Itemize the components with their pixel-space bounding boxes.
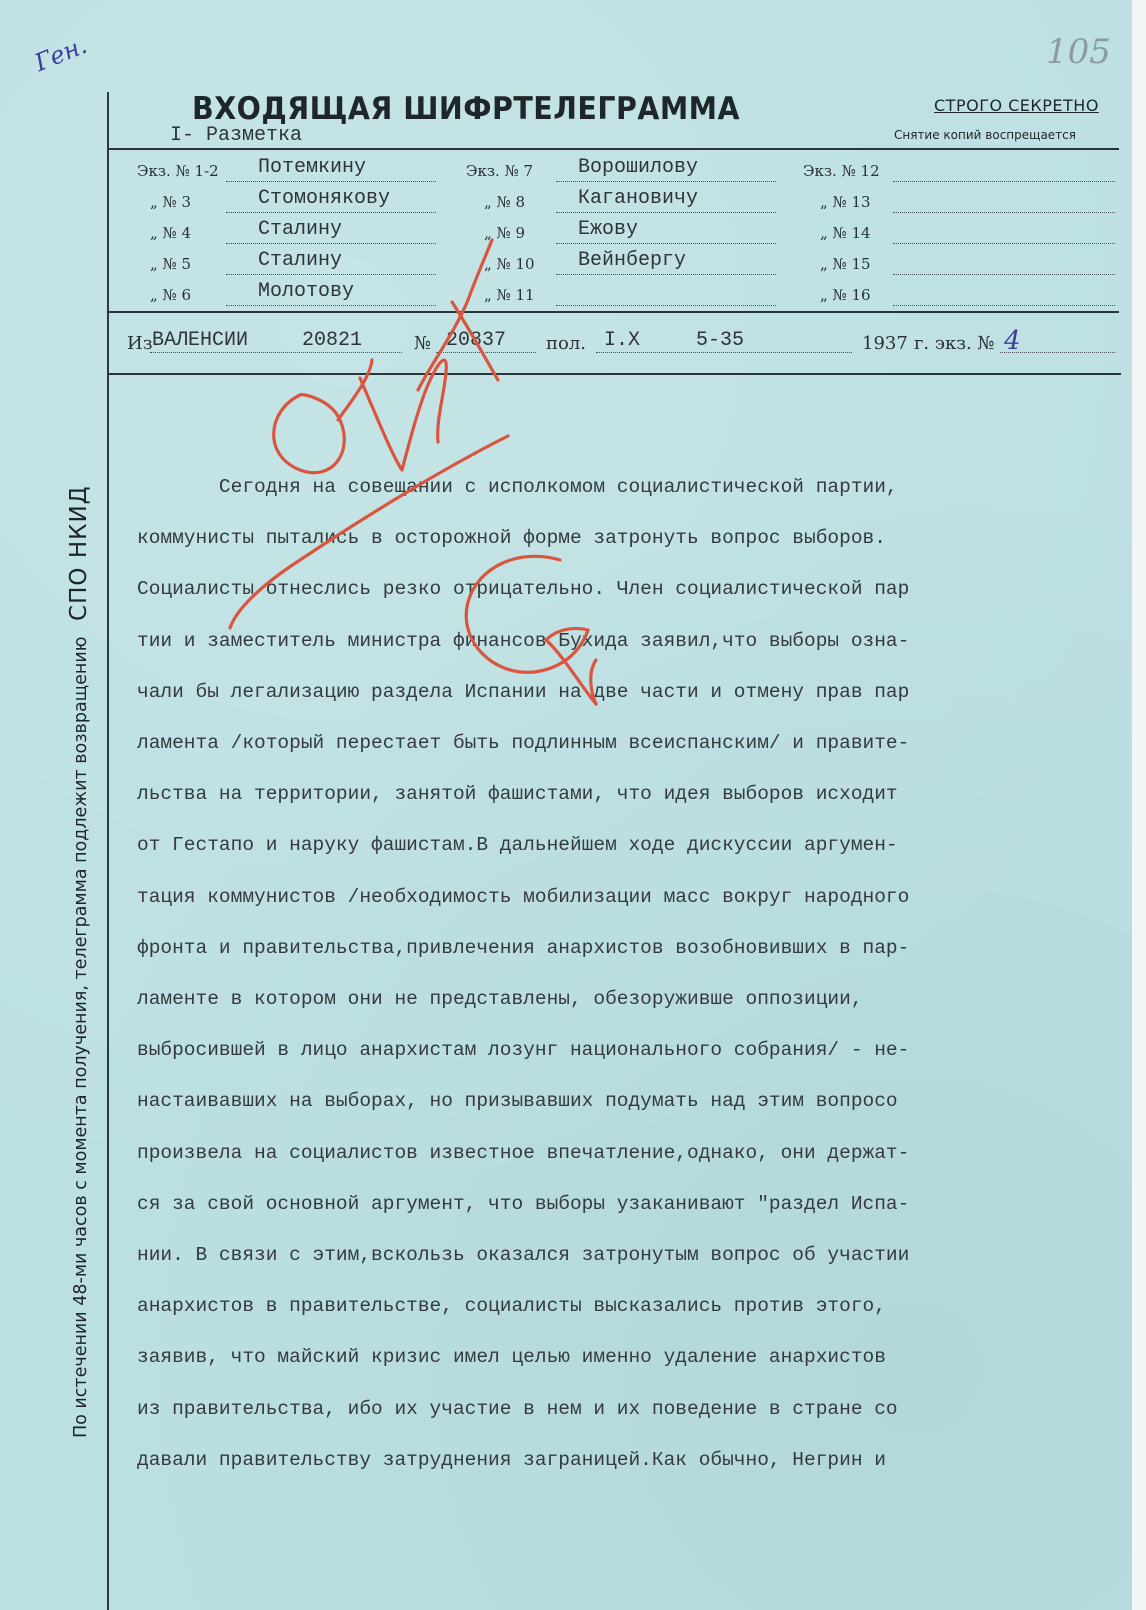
received-label: пол. [546, 333, 586, 354]
body-line: льства на территории, занятой фашистами, что идея выборов исходит [137, 783, 898, 806]
body-line: произвела на социалистов известное впечатление,однако, они держат- [137, 1141, 910, 1164]
copy-label: „ № 14 [820, 224, 871, 242]
origin-city: ВАЛЕНСИИ [152, 329, 249, 352]
paper-edge [1132, 0, 1146, 1610]
return-notice-text: По истечении 48-ми часов с момента получения, телеграмма подлежит возвращению [71, 636, 91, 1438]
return-notice [66, 485, 92, 1438]
document-title: ВХОДЯЩАЯ ШИФРТЕЛЕГРАММА [192, 91, 741, 127]
copy-label: „ № 15 [820, 255, 871, 273]
body-line: ламента /который перестает быть подлинным всеиспанским/ и правите- [137, 732, 910, 755]
recipient-name: Ворошилову [578, 156, 699, 179]
header-rule [109, 148, 1119, 150]
distribution-rule [109, 311, 1119, 313]
body-line: тация коммунистов /необходимость мобилизации масс вокруг народного [137, 885, 910, 908]
recipient-name: Сталину [258, 249, 343, 272]
body-line: настаивавших на выборах, но призывавших подумать над этим вопросо [137, 1090, 898, 1113]
copy-label: „ № 3 [150, 193, 192, 211]
copy-label: „ № 11 [484, 286, 535, 304]
page-number: 105 [1046, 32, 1111, 72]
secret-stamp: СТРОГО СЕКРЕТНО [934, 96, 1099, 115]
recipient-name: Потемкину [258, 156, 367, 179]
body-line: Сегодня на совещании с исполкомом социалистической партии, [137, 476, 898, 498]
received-time: 5-35 [696, 329, 745, 352]
body-line: из правительства, ибо их участие в нем и их поведение в стране со [137, 1397, 898, 1420]
body-line: давали правительству затруднения заграницей.Как обычно, Негрин и [137, 1448, 886, 1471]
telegram-body [137, 462, 1127, 1486]
body-line: тии и заместитель министра финансов Бухида заявил,что выборы озна- [137, 629, 910, 652]
body-line: ламенте в котором они не представлены, обезоруживше оппозиции, [137, 988, 863, 1011]
recipient-name: Молотову [258, 280, 355, 303]
corner-note: Ген. [30, 30, 91, 78]
recipient-name: Сталину [258, 218, 343, 241]
origin-rule [109, 373, 1121, 375]
copy-label: „ № 6 [150, 286, 192, 304]
copy-label: Экз. № 7 [466, 162, 534, 180]
org-name: СПО НКИД [66, 485, 92, 621]
body-line: коммунисты пытались в осторожной форме затронуть вопрос выборов. [137, 527, 886, 550]
copy-number: 4 [1004, 326, 1021, 356]
origin-code: 20821 [302, 329, 363, 352]
no-copy-notice: Снятие копий воспрещается [894, 128, 1076, 142]
recipient-name: Стомонякову [258, 187, 391, 210]
body-line: выбросившей в лицо анархистам лозунг национального собрания/ - не- [137, 1039, 910, 1062]
copy-label: „ № 16 [820, 286, 871, 304]
body-line: фронта и правительства,привлечения анархистов возобновивших в пар- [137, 936, 910, 959]
year: 1937 [862, 333, 908, 354]
body-line: заявив, что майский кризис имел целью именно удаление анархистов [137, 1346, 886, 1369]
markup-label: I- Разметка [170, 124, 303, 147]
body-line: анархистов в правительстве, социалисты высказались против этого, [137, 1295, 886, 1318]
body-line: нии. В связи с этим,вскользь оказался затронутым вопрос об участии [137, 1244, 910, 1267]
margin-line [107, 92, 109, 1610]
copy-label: „ № 5 [150, 255, 192, 273]
recipient-name: Ежову [578, 218, 639, 241]
copy-no-label: г. экз. № [914, 333, 995, 354]
copy-label: „ № 13 [820, 193, 871, 211]
copy-label: „ № 8 [484, 193, 526, 211]
body-line: Социалисты отнеслись резко отрицательно. Член социалистической пар [137, 578, 910, 601]
recipient-name: Вейнбергу [578, 249, 687, 272]
copy-label: Экз. № 12 [803, 162, 880, 180]
received-date: I.X [604, 329, 641, 352]
copy-label: „ № 9 [484, 224, 526, 242]
body-line: от Гестапо и наруку фашистам.В дальнейшем ходе дискуссии аргумен- [137, 834, 898, 857]
number-label: № [414, 333, 432, 354]
copy-label: Экз. № 1-2 [137, 162, 219, 180]
telegram-number: 20837 [446, 329, 507, 352]
copy-label: „ № 10 [484, 255, 535, 273]
copy-label: „ № 4 [150, 224, 192, 242]
body-line: чали бы легализацию раздела Испании на две части и отмену прав пар [137, 680, 910, 703]
body-line: ся за свой основной аргумент, что выборы узаканивают "раздел Испа- [137, 1192, 910, 1215]
recipient-name: Кагановичу [578, 187, 699, 210]
from-label: Из [127, 333, 153, 354]
